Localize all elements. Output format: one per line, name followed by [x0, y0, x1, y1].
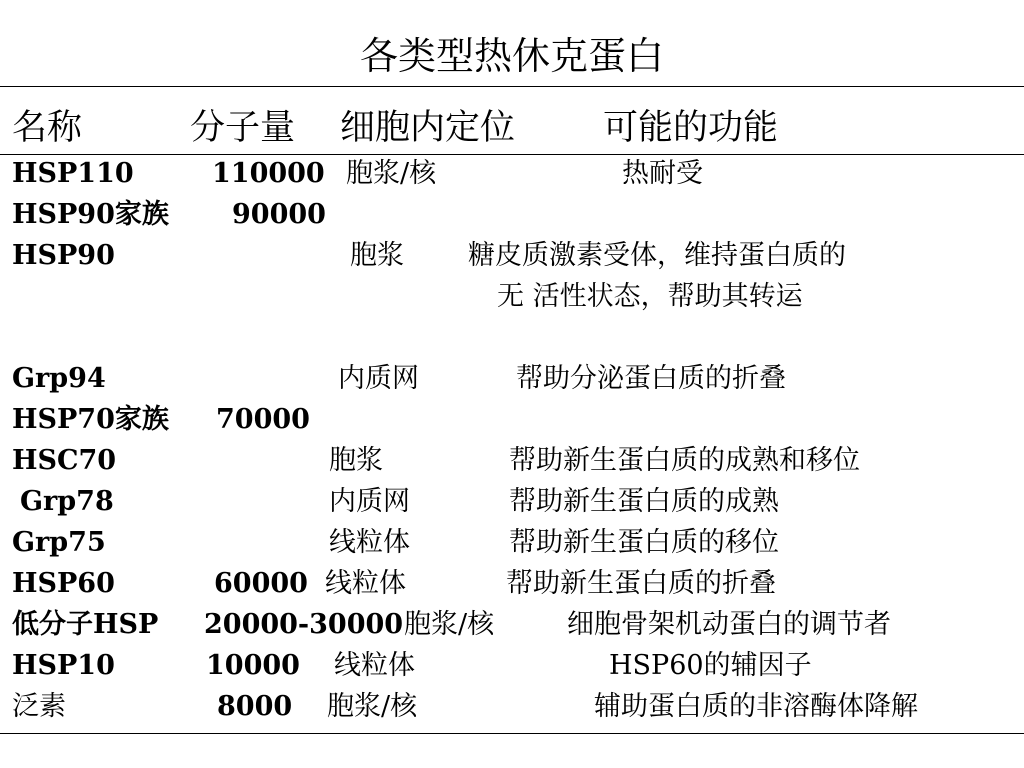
row-location: 线粒体	[329, 527, 410, 558]
row-mw: 20000-30000	[204, 609, 404, 640]
row-location: 胞浆/核	[346, 158, 437, 189]
row-mw: 90000	[232, 199, 326, 230]
row-function: 热耐受	[622, 158, 703, 189]
row-mw: 8000	[217, 691, 293, 722]
header-name: 名称	[12, 108, 83, 148]
row-name: HSP90	[12, 240, 115, 271]
row-location: 胞浆/核	[404, 609, 495, 640]
row-function-continued: 无 活性状态，帮助其转运	[497, 281, 803, 312]
row-name: HSC70	[12, 445, 117, 476]
row-function: 帮助新生蛋白质的成熟	[509, 486, 779, 517]
row-function: 帮助新生蛋白质的移位	[509, 527, 779, 558]
row-location: 内质网	[338, 363, 419, 394]
bottom-divider	[0, 733, 1024, 734]
row-mw: 110000	[212, 158, 325, 189]
row-name: 泛素	[12, 691, 66, 722]
row-location: 胞浆/核	[327, 691, 418, 722]
header-location: 细胞内定位	[340, 108, 516, 148]
row-function: 辅助蛋白质的非溶酶体降解	[594, 691, 918, 722]
row-name: Grp75	[12, 527, 106, 558]
top-divider	[0, 86, 1024, 87]
row-function: 帮助分泌蛋白质的折叠	[516, 363, 786, 394]
row-mw: 10000	[206, 650, 300, 681]
row-name: HSP110	[12, 158, 134, 189]
row-location: 胞浆	[350, 240, 404, 271]
header-molecular-weight: 分子量	[190, 108, 296, 148]
header-function: 可能的功能	[603, 108, 779, 148]
row-function: 帮助新生蛋白质的成熟和移位	[509, 445, 860, 476]
row-function: 糖皮质激素受体，维持蛋白质的	[468, 240, 846, 271]
row-name: Grp78	[20, 486, 114, 517]
row-location: 线粒体	[325, 568, 406, 599]
row-location: 内质网	[329, 486, 410, 517]
header-divider	[0, 154, 1024, 155]
row-name: HSP90家族	[12, 199, 169, 230]
row-name: 低分子HSP	[12, 609, 159, 640]
page-title: 各类型热休克蛋白	[359, 34, 664, 78]
row-function: 细胞骨架机动蛋白的调节者	[567, 609, 891, 640]
row-name: Grp94	[12, 363, 106, 394]
row-function: 帮助新生蛋白质的折叠	[506, 568, 776, 599]
row-name: HSP70家族	[12, 404, 169, 435]
row-name: HSP60	[12, 568, 115, 599]
row-location: 线粒体	[334, 650, 415, 681]
row-function: HSP60的辅因子	[609, 650, 812, 681]
row-mw: 70000	[216, 404, 310, 435]
row-location: 胞浆	[329, 445, 383, 476]
row-name: HSP10	[12, 650, 115, 681]
row-mw: 60000	[214, 568, 308, 599]
